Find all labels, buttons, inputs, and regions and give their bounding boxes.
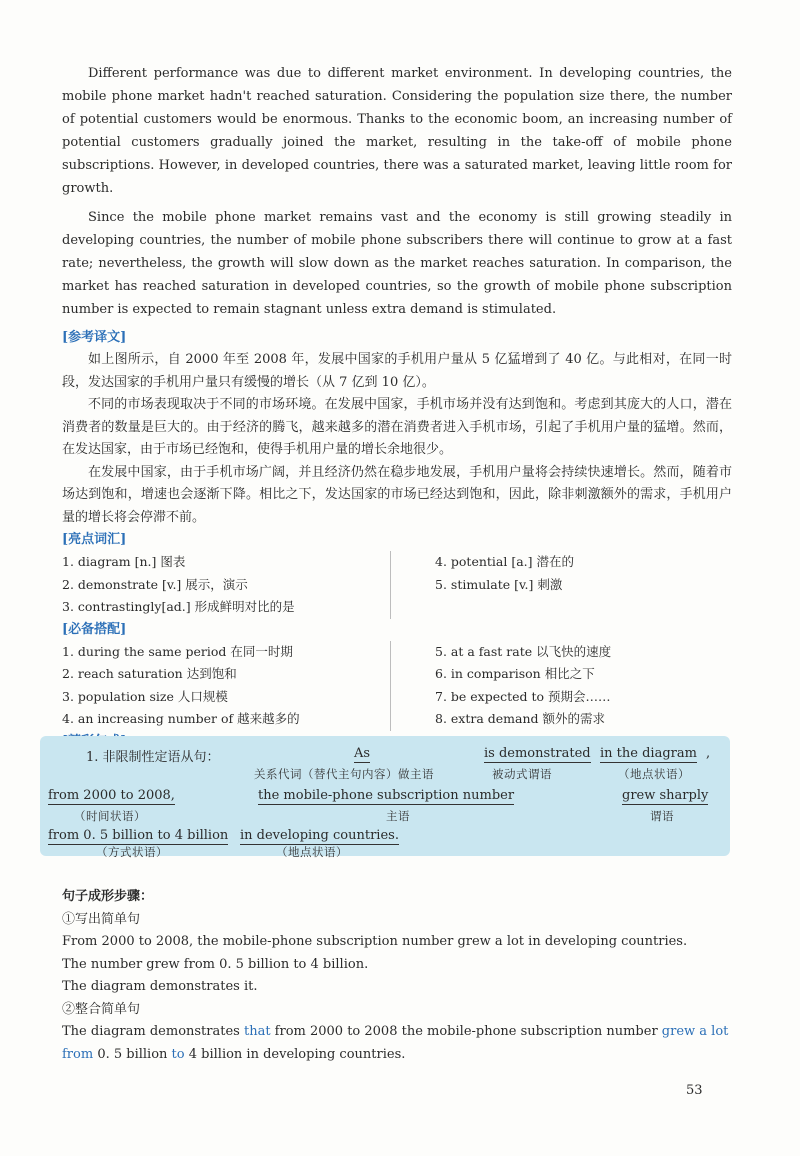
sentence-analysis-box <box>40 736 730 859</box>
translation-heading: [参考译文] <box>62 330 127 345</box>
is-demonstrated-annotation: 被动式谓语 <box>492 767 552 781</box>
is-demonstrated-phrase: is demonstrated <box>484 746 591 761</box>
combined-sentence <box>62 1021 732 1066</box>
steps-heading: 句子成形步骤： <box>62 889 154 904</box>
collocations-heading: [必备搭配] <box>62 621 127 637</box>
collocation-item: 2. reach saturation 达到饱和 <box>62 666 237 681</box>
combined-text: from 2000 to 2008 the mobile-phone subscription number <box>270 1024 662 1039</box>
vocab-heading: [亮点词汇] <box>62 532 127 547</box>
vocab-item: 4. potential [a.] 潜在的 <box>435 554 574 569</box>
collocation-item: 1. during the same period 在同一时期 <box>62 643 293 659</box>
vocab-left-column <box>62 551 391 619</box>
subject-annotation: 主语 <box>386 809 410 823</box>
step-2-label: ②整合简单句 <box>62 1001 141 1017</box>
collocations-list <box>62 641 732 731</box>
in-the-diagram-phrase: in the diagram <box>600 746 697 761</box>
simple-sentence: From 2000 to 2008, the mobile-phone subscription number grew a lot in developing countries. <box>62 934 688 949</box>
predicate-phrase: grew sharply <box>622 788 709 803</box>
collocation-item: 7. be expected to 预期会…… <box>435 688 611 704</box>
translation-paragraph-2: 不同的市场表现取决于不同的市场环境。在发展中国家，手机市场并没有达到饱和。考虑到其庞大的人口，潜在消费者的数量是巨大的。由于经济的腾飞，越来越多的潜在消费者进入手机市场，引起了手机用户量的猛增。然而，在发达国家，由于市场已经饱和，使得手机用户量的增长余地很少。 <box>62 397 732 457</box>
sentence-title: 1. 非限制性定语从句： <box>86 750 220 765</box>
vocab-item: 5. stimulate [v.] 刺激 <box>435 576 563 592</box>
in-the-diagram-annotation: （地点状语） <box>618 767 690 781</box>
subject-phrase: the mobile-phone subscription number <box>258 788 515 803</box>
highlight-from: from <box>62 1046 94 1062</box>
time-adverbial-annotation: （时间状语） <box>74 809 146 823</box>
manner-adverbial: from 0. 5 billion to 4 billion <box>48 828 229 843</box>
simple-sentence: The number grew from 0. 5 billion to 4 billion. <box>62 956 369 972</box>
manner-annotation: （方式状语） <box>96 845 168 859</box>
predicate-annotation: 谓语 <box>650 809 674 823</box>
sentence-steps <box>62 886 732 1066</box>
combined-text: 4 billion in developing countries. <box>184 1046 406 1062</box>
place-annotation: （地点状语） <box>276 845 348 859</box>
collocation-item: 4. an increasing number of 越来越多的 <box>62 711 300 726</box>
combined-text: 0. 5 billion <box>93 1046 172 1062</box>
collocation-item: 3. population size 人口规模 <box>62 688 228 704</box>
as-word: As <box>354 746 371 761</box>
english-paragraph-2: Since the mobile phone market remains vast and the economy is still growing steadily in developing countries, the number of mobile phone subscribers there will continue to grow at a fast rate; nevertheless, the growth will slow down as the market reaches saturation. In comparison, the market has reached saturation in developed countries, so the growth of mobile phone subscription number is expected to remain stagnant unless extra demand is stimulated. <box>62 210 732 317</box>
translation-paragraph-1: 如上图所示，自 2000 年至 2008 年，发展中国家的手机用户量从 5 亿猛增到了 40 亿。与此相对，在同一时段，发达国家的手机用户量只有缓慢的增长（从 7 亿到 10 亿）。 <box>62 352 732 390</box>
vocab-right-column <box>391 551 574 619</box>
highlight-that: that <box>243 1024 271 1039</box>
highlight-grew: grew a lot <box>661 1024 729 1039</box>
page-number: 53 <box>686 1083 703 1098</box>
collocation-item: 8. extra demand 额外的需求 <box>435 711 606 726</box>
as-annotation: 关系代词（替代主句内容）做主语 <box>254 767 434 781</box>
collocations-right-column <box>391 641 611 731</box>
translation-paragraph-3: 在发展中国家，由于手机市场广阔，并且经济仍然在稳步地发展，手机用户量将会持续快速增长。然而，随着市场达到饱和，增速也会逐渐下降。相比之下，发达国家的市场已经达到饱和，因此，除非刺激额外的需求，手机用户量的增长将会停滞不前。 <box>62 464 732 525</box>
comma: , <box>706 746 711 761</box>
vocab-list <box>62 551 732 619</box>
highlight-to: to <box>171 1046 185 1062</box>
time-adverbial: from 2000 to 2008, <box>48 788 175 803</box>
english-paragraph-1: Different performance was due to different market environment. In developing countries, the mobile phone market hadn't reached saturation. Considering the population size there, the number of potential customers would be enormous. Thanks to the economic boom, an increasing number of potential customers gradually joined the market, resulting in the take-off of mobile phone subscriptions. However, in developed countries, there was a saturated market, leaving little room for growth. <box>62 66 732 196</box>
place-adverbial: in developing countries. <box>240 828 399 843</box>
collocations-left-column <box>62 641 391 731</box>
combined-text: The diagram demonstrates <box>62 1024 244 1039</box>
collocation-item: 6. in comparison 相比之下 <box>435 666 595 681</box>
simple-sentence: The diagram demonstrates it. <box>62 979 258 994</box>
vocab-item: 3. contrastingly[ad.] 形成鲜明对比的是 <box>62 599 295 614</box>
collocation-item: 5. at a fast rate 以飞快的速度 <box>435 643 612 659</box>
page-content <box>62 62 732 753</box>
step-1-label: ①写出简单句 <box>62 911 141 927</box>
vocab-item: 1. diagram [n.] 图表 <box>62 554 186 569</box>
vocab-item: 2. demonstrate [v.] 展示，演示 <box>62 576 248 592</box>
